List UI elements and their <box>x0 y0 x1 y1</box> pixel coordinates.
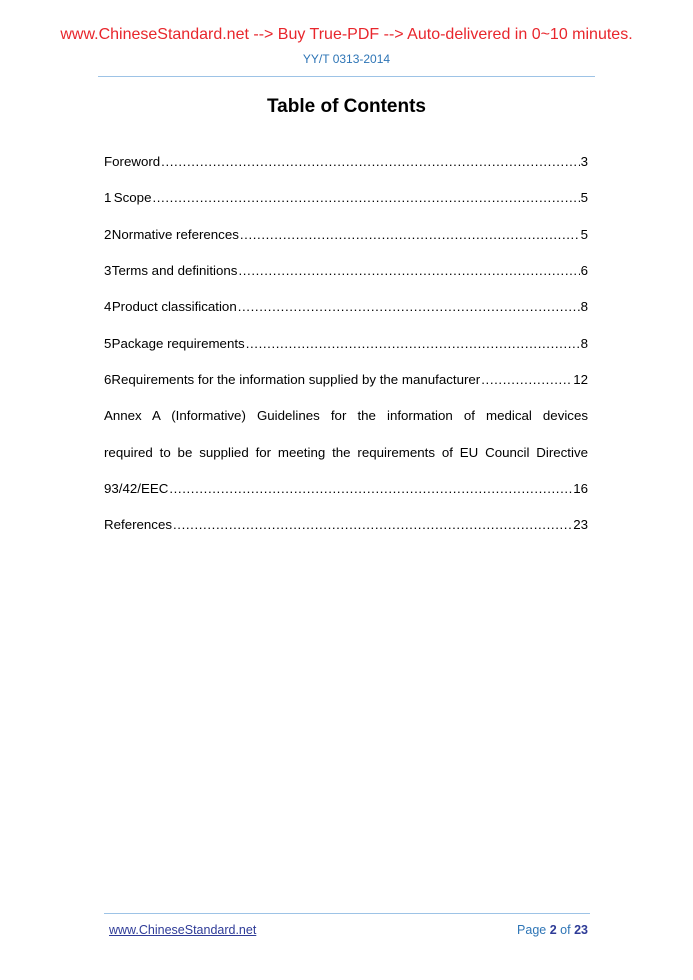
toc-entry-terms-and-definitions[interactable] <box>104 263 588 281</box>
toc-entry-page: 6 <box>580 263 588 278</box>
toc-leader-dots <box>169 481 572 496</box>
promo-banner[interactable]: www.ChineseStandard.net --> Buy True-PDF --> Auto-delivered in 0~10 minutes. <box>60 26 633 43</box>
toc-entry-number: 4 <box>104 299 112 314</box>
toc-entry-page: 3 <box>580 154 588 169</box>
toc-entry-normative-references[interactable] <box>104 227 588 245</box>
toc-entry-label: Foreword <box>104 154 161 169</box>
toc-entry-product-classification[interactable] <box>104 299 588 317</box>
toc-entry-page: 12 <box>573 372 588 387</box>
page-current: 2 <box>549 923 557 937</box>
toc-annex-line-1[interactable]: Annex A (Informative) Guidelines for the information of medical devices <box>104 408 588 423</box>
toc-entry-number: 5 <box>104 336 112 351</box>
toc-leader-dots <box>481 372 572 387</box>
page-prefix: Page <box>517 923 547 937</box>
toc-entry-page: 5 <box>580 227 588 242</box>
toc-entry-label: References <box>104 517 172 532</box>
toc-leader-dots <box>238 299 580 314</box>
toc-leader-dots <box>238 263 579 278</box>
toc-leader-dots <box>246 336 580 351</box>
toc-entry-page: 23 <box>573 517 588 532</box>
toc-entry-number: 2 <box>104 227 112 242</box>
toc-leader-dots <box>152 190 579 205</box>
toc-entry-scope[interactable] <box>104 190 588 208</box>
footer-divider <box>104 913 590 914</box>
toc-entry-page: 5 <box>580 190 588 205</box>
toc-entry-number: 1 <box>104 190 112 205</box>
toc-entry-page: 16 <box>573 481 588 496</box>
toc-entry-label: 93/42/EEC <box>104 481 169 496</box>
toc-entry-number: 3 <box>104 263 112 278</box>
toc-entry-package-requirements[interactable] <box>104 336 588 354</box>
toc-annex-line-2[interactable]: required to be supplied for meeting the requirements of EU Council Directive <box>104 445 588 460</box>
toc-entry-page: 8 <box>580 336 588 351</box>
toc-entry-references[interactable] <box>104 517 588 535</box>
toc-entry-foreword[interactable] <box>104 154 588 172</box>
toc-entry-label: Terms and definitions <box>111 263 238 278</box>
toc-entry-label: Scope <box>113 190 152 205</box>
page-indicator <box>517 923 588 937</box>
toc-entry-number: 6 <box>104 372 112 387</box>
toc-entry-label: Requirements for the information supplied by the manufacturer <box>111 372 481 387</box>
document-number: YY/T 0313-2014 <box>302 52 391 66</box>
page-title: Table of Contents <box>266 96 427 117</box>
toc-leader-dots <box>173 517 572 532</box>
header-divider <box>98 76 595 77</box>
page-of: of <box>560 923 571 937</box>
toc-entry-label: Normative references <box>111 227 239 242</box>
toc-entry-annex-a[interactable] <box>104 481 588 499</box>
footer-site-link[interactable]: www.ChineseStandard.net <box>109 923 257 937</box>
toc-entry-page: 8 <box>580 299 588 314</box>
toc-entry-label: Product classification <box>111 299 237 314</box>
toc-entry-label: Package requirements <box>111 336 245 351</box>
toc-entry-information-requirements[interactable] <box>104 372 588 390</box>
toc-leader-dots <box>240 227 580 242</box>
toc-leader-dots <box>161 154 579 169</box>
page-total: 23 <box>574 923 588 937</box>
